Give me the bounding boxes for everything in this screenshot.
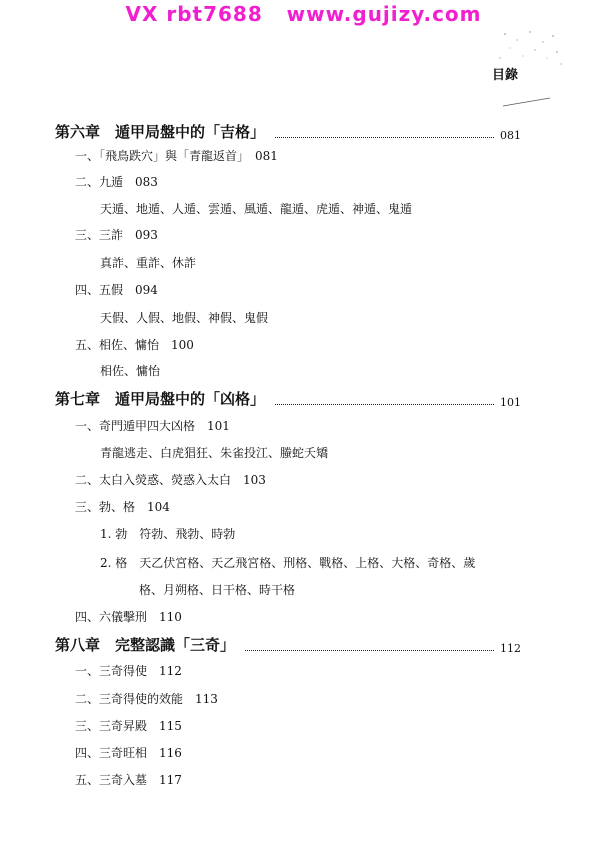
subsection-entry: 天遁、地遁、人遁、雲遁、風遁、龍遁、虎遁、神遁、鬼遁 <box>100 202 413 216</box>
chapter-title: 第七章 遁甲局盤中的「凶格」 <box>55 390 266 408</box>
chapter-page-number: 112 <box>500 642 521 655</box>
section-entry[interactable]: 三、勃、格 104 <box>75 500 170 514</box>
chapter-heading[interactable] <box>55 118 521 142</box>
section-entry[interactable]: 一、「飛鳥跌穴」與「青龍返首」 081 <box>75 149 278 163</box>
toc-header-label: 目錄 <box>492 68 519 83</box>
section-entry[interactable]: 一、三奇得使 112 <box>75 664 182 678</box>
section-entry[interactable]: 五、相佐、慵怡 100 <box>75 338 194 352</box>
subsection-entry: 1. 勃 符勃、飛勃、時勃 <box>100 527 236 541</box>
section-entry[interactable]: 二、九遁 083 <box>75 175 158 189</box>
section-entry[interactable]: 二、太白入熒惑、熒惑入太白 103 <box>75 473 266 487</box>
section-entry[interactable]: 四、三奇旺相 116 <box>75 746 182 760</box>
dot-leader <box>275 137 494 138</box>
subsection-entry: 真詐、重詐、休詐 <box>100 256 197 270</box>
subsection-entry: 相佐、慵怡 <box>100 364 161 378</box>
subsection-entry: 2. 格 天乙伏宮格、天乙飛宮格、刑格、戰格、上格、大格、奇格、歲 <box>100 556 476 570</box>
chapter-page-number: 081 <box>500 129 521 142</box>
subsection-entry: 天假、人假、地假、神假、鬼假 <box>100 311 269 325</box>
chapter-heading[interactable] <box>55 385 521 409</box>
section-entry[interactable]: 二、三奇得使的效能 113 <box>75 692 218 706</box>
section-entry[interactable]: 四、六儀擊刑 110 <box>75 610 182 624</box>
dot-leader <box>245 650 494 651</box>
chapter-title: 第八章 完整認識「三奇」 <box>55 636 236 654</box>
section-entry[interactable]: 三、三奇昇殿 115 <box>75 719 182 733</box>
section-entry[interactable]: 五、三奇入墓 117 <box>75 773 182 787</box>
chapter-title: 第六章 遁甲局盤中的「吉格」 <box>55 123 266 141</box>
dot-leader <box>275 404 494 405</box>
section-entry[interactable]: 三、三詐 093 <box>75 228 158 242</box>
chapter-heading[interactable] <box>55 631 521 655</box>
watermark-text: VX rbt7688 www.gujizy.com <box>125 2 482 26</box>
subsection-entry-continued: 格、月朔格、日干格、時干格 <box>139 583 296 597</box>
subsection-entry: 青龍逃走、白虎猖狂、朱雀投江、螣蛇夭矯 <box>100 446 329 460</box>
section-entry[interactable]: 四、五假 094 <box>75 283 158 297</box>
section-entry[interactable]: 一、奇門遁甲四大凶格 101 <box>75 419 230 433</box>
chapter-page-number: 101 <box>500 396 521 409</box>
